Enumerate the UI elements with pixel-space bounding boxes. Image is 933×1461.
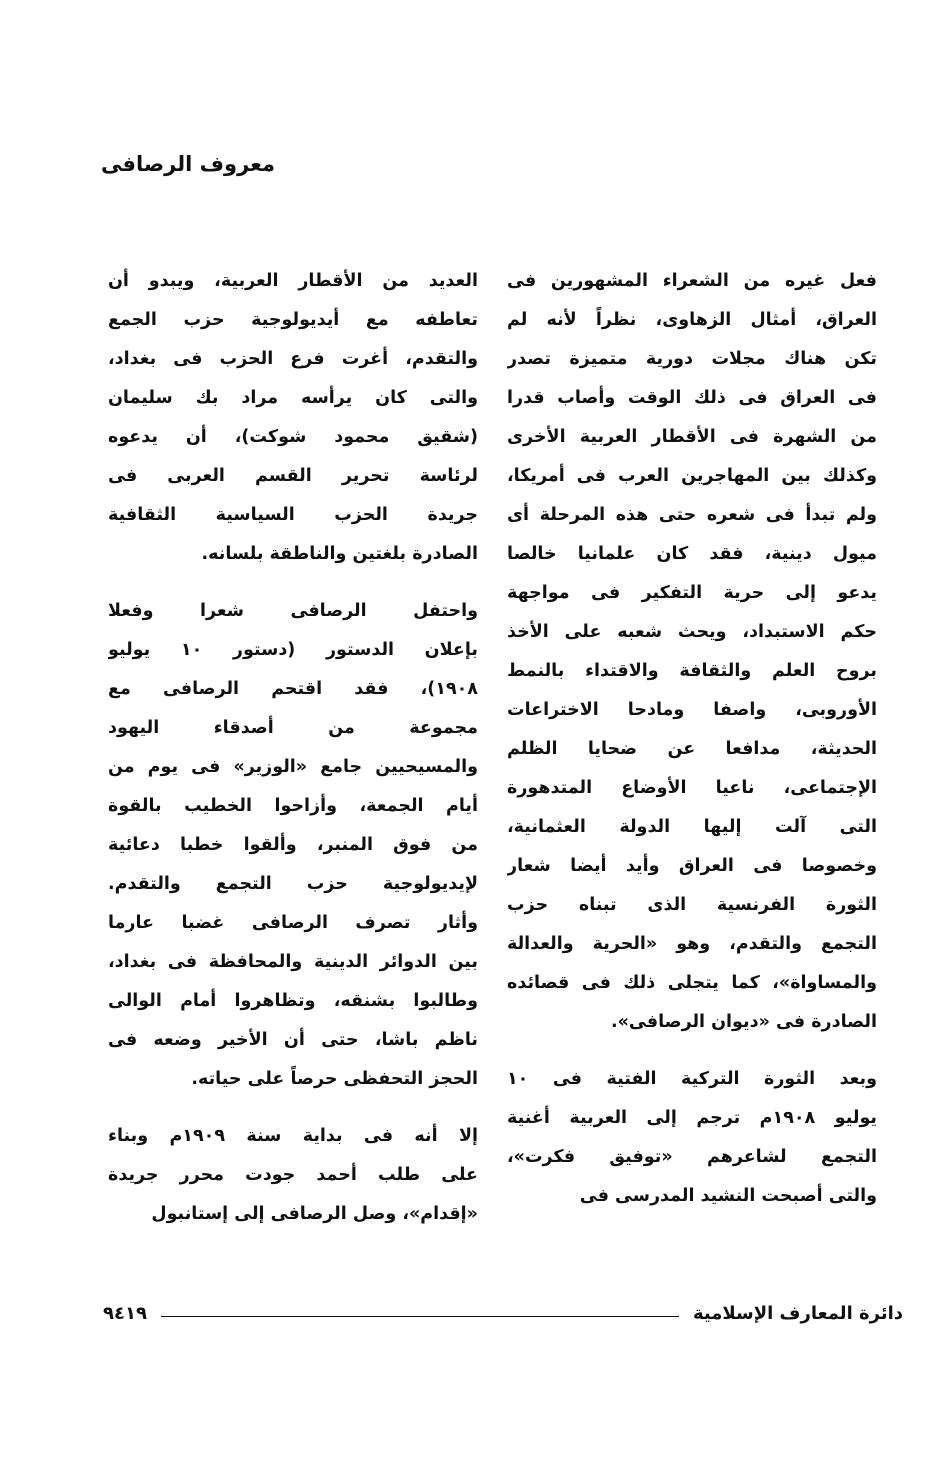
text-line: واحتفل الرصافى شعرا وفعلا: [108, 601, 478, 621]
text-line: يوليو ١٩٠٨م ترجم إلى العربية أغنية: [507, 1108, 877, 1128]
paragraph: [108, 592, 478, 1099]
text-line: الصادرة بلغتين والناطقة بلسانه.: [201, 544, 478, 564]
footer-journal-name: دائرة المعارف الإسلامية: [692, 1302, 903, 1324]
text-line: وخصوصا فى العراق وأيد أيضا شعار: [507, 856, 877, 876]
text-line: والتى أصبحت النشيد المدرسى فى: [579, 1186, 877, 1206]
text-line: العديد من الأقطار العربية، ويبدو أن: [108, 271, 478, 291]
text-line: «إقدام»، وصل الرصافى إلى إستانبول: [151, 1204, 478, 1224]
text-line: وكذلك بين المهاجرين العرب فى أمريكا،: [507, 466, 877, 486]
text-line: ١٩٠٨)، فقد اقتحم الرصافى مع: [108, 679, 478, 699]
paragraph: [507, 1060, 877, 1216]
text-line: حكم الاستبداد، ويحث شعبه على الأخذ: [507, 622, 877, 642]
text-line: التجمع والتقدم، وهو «الحرية والعدالة: [507, 934, 877, 954]
text-line: ميول دينية، فقد كان علمانيا خالصا: [507, 544, 877, 564]
text-line: ناظم باشا، حتى أن الأخير وضعه فى: [108, 1030, 478, 1050]
text-line: لرئاسة تحرير القسم العربى فى: [108, 466, 478, 486]
text-line: العراق، أمثال الزهاوى، نظراً لأنه لم: [507, 310, 877, 330]
left-text-column: [108, 262, 478, 1234]
text-line: من الشهرة فى الأقطار العربية الأخرى: [507, 427, 877, 447]
paragraph: [108, 1117, 478, 1234]
paragraph: [507, 262, 877, 1042]
text-line: التى آلت إليها الدولة العثمانية،: [507, 817, 877, 837]
text-line: بإعلان الدستور (دستور ١٠ يوليو: [108, 640, 478, 660]
text-line: وطالبوا بشنقه، وتظاهروا أمام الوالى: [108, 991, 478, 1011]
footer-rule: [161, 1316, 679, 1317]
text-line: والتقدم، أغرت فرع الحزب فى بغداد،: [108, 349, 478, 369]
text-line: والمسيحيين جامع «الوزير» فى يوم من: [108, 757, 478, 777]
text-line: الأوروبى، واصفا ومادحا الاختراعات: [507, 700, 877, 720]
text-line: وبعد الثورة التركية الفتية فى ١٠: [507, 1069, 877, 1089]
paragraph: [108, 262, 478, 574]
text-line: تكن هناك مجلات دورية متميزة تصدر: [507, 349, 877, 369]
text-line: الحجز التحفظى حرصاً على حياته.: [191, 1069, 478, 1089]
text-line: وأثار تصرف الرصافى غضبا عارما: [108, 913, 478, 933]
page-number: ٩٤١٩: [103, 1302, 147, 1324]
text-line: مجموعة من أصدقاء اليهود: [108, 718, 478, 738]
text-line: (شقيق محمود شوكت)، أن يدعوه: [108, 427, 478, 447]
text-line: التجمع لشاعرهم «توفيق فكرت»،: [507, 1147, 877, 1167]
text-line: يدعو إلى حرية التفكير فى مواجهة: [507, 583, 877, 603]
text-line: بين الدوائر الدينية والمحافظة فى بغداد،: [108, 952, 478, 972]
text-line: ولم تبدأ فى شعره حتى هذه المرحلة أى: [507, 505, 877, 525]
text-line: جريدة الحزب السياسية الثقافية: [108, 505, 478, 525]
text-line: أيام الجمعة، وأزاحوا الخطيب بالقوة: [108, 796, 478, 816]
right-text-column: [507, 262, 877, 1216]
text-line: لإيديولوجية حزب التجمع والتقدم.: [108, 874, 478, 894]
text-line: إلا أنه فى بداية سنة ١٩٠٩م وبناء: [108, 1126, 478, 1146]
text-line: بروح العلم والثقافة والاقتداء بالنمط: [507, 661, 877, 681]
text-line: من فوق المنبر، وألقوا خطبا دعائية: [108, 835, 478, 855]
page-footer: [103, 1298, 903, 1328]
text-line: تعاطفه مع أيديولوجية حزب الجمع: [108, 310, 478, 330]
text-line: فعل غيره من الشعراء المشهورين فى: [507, 271, 877, 291]
text-line: الثورة الفرنسية الذى تبناه حزب: [507, 895, 877, 915]
text-line: الحديثة، مدافعا عن ضحايا الظلم: [507, 739, 877, 759]
text-line: والتى كان يرأسه مراد بك سليمان: [108, 388, 478, 408]
text-line: فى العراق فى ذلك الوقت وأصاب قدرا: [507, 388, 877, 408]
text-line: الصادرة فى «ديوان الرصافى».: [610, 1012, 877, 1032]
page-header-title: معروف الرصافى: [101, 152, 275, 176]
text-line: على طلب أحمد جودت محرر جريدة: [108, 1165, 478, 1185]
text-line: والمساواة»، كما يتجلى ذلك فى قصائده: [507, 973, 877, 993]
text-line: الإجتماعى، ناعيا الأوضاع المتدهورة: [507, 778, 877, 798]
